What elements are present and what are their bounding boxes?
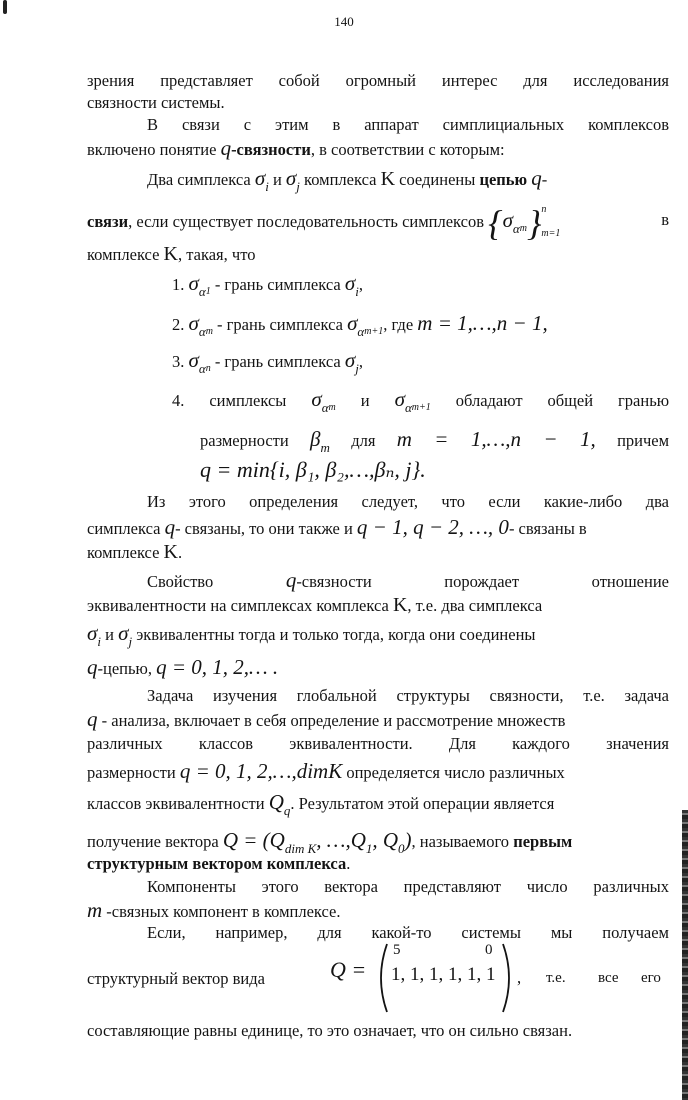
item-4-line2: размерности $\beta_m$ для m = 1,…,n − 1, причем (200, 427, 670, 455)
definition-line3: комплексе K, такая, что (87, 243, 256, 265)
item-4-line1: 4. симплексы $\sigma_{\alpha m}$ и $\sigma_{\alpha m+1}$ обладают общей гранью (172, 387, 670, 415)
item-1: 1. $\sigma_{\alpha 1}$ - грань симплекса $\sigma_i$, (172, 271, 363, 299)
para4-line4: q-цепью, q = 0, 1, 2,… . (87, 655, 279, 679)
para5-line3: различных классов эквивалентности. Для каждого значения (87, 734, 669, 753)
para3-line3: комплексе K. (87, 541, 183, 563)
para1-line2: связности системы. (87, 93, 225, 112)
para7-line2-ie: т.е. (546, 970, 566, 986)
para2-line2: включено понятие q-связности, в соответствии с которым: (87, 136, 505, 160)
definition-line1: Два симплекса $\sigma_i$ и $\sigma_j$ комплекса K соединены цепью q- (147, 166, 548, 194)
para2-line1: В связи с этим в аппарат симплициальных комплексов (147, 115, 669, 134)
para4-line3: $\sigma_i$ и $\sigma_j$ эквивалентны тогда и только тогда, когда они соединены (87, 621, 536, 649)
matrix-top-left: 5 (393, 942, 401, 958)
structural-vector-matrix (375, 940, 515, 1016)
matrix-row: 1, 1, 1, 1, 1, 1 (391, 964, 496, 985)
item-3: 3. $\sigma_{\alpha n}$ - грань симплекса $\sigma_j$, (172, 348, 363, 376)
para5-line2: q - анализа, включает в себя определение и рассмотрение множеств (87, 707, 566, 731)
para7-line2-label: структурный вектор вида (87, 969, 265, 988)
para5-line6: получение вектора $Q = (Q_{dim K}$, $\dots,Q_1$, $Q_0$), называемого первым (87, 828, 573, 856)
para5-line7: структурным вектором комплекса. (87, 854, 351, 873)
para5-line1: Задача изучения глобальной структуры связности, т.е. задача (147, 686, 669, 705)
para6-line1: Компоненты этого вектора представляют число различных (147, 877, 669, 896)
definition-line2: связи, если существует последовательность симплексов $\{\sigma_{\alpha m}\}$ n m=1 в (87, 203, 669, 243)
para5-line4: размерности q = 0, 1, 2,…,dimK определяется число различных (87, 759, 565, 783)
para6-line2: m -связных компонент в комплексе. (87, 898, 341, 922)
scan-edge (682, 810, 688, 1100)
structural-vector-q: Q = (330, 957, 367, 982)
page-number: 140 (334, 14, 354, 29)
para7-line1: Если, например, для какой-то системы мы получаем (147, 923, 669, 942)
item-4-formula: q = min{i, β₁, β₂,…,βₙ, j}. (200, 457, 426, 482)
para1-line1: зрения представляет собой огромный интерес для исследования (87, 71, 669, 90)
matrix-top-right: 0 (485, 942, 493, 958)
para7-line2-its: его (641, 970, 661, 986)
para7-line2-all: все (598, 970, 619, 986)
para5-line5: классов эквивалентности $Q_q$. Результатом этой операции является (87, 790, 555, 818)
para4-line1: Свойство q-связности порождает отношение (147, 568, 669, 592)
para7-line3: составляющие равны единице, то это означает, что он сильно связан. (87, 1021, 573, 1040)
scan-mark (3, 0, 7, 14)
para7-line2-comma: , (517, 968, 522, 987)
item-2: 2. $\sigma_{\alpha m}$ - грань симплекса $\sigma_{\alpha m+1}$, где m = 1,…,n − 1, (172, 311, 548, 339)
para3-line2: симплекса q- связаны, то они также и q − 1, q − 2, …, 0- связаны в (87, 515, 587, 539)
para4-line2: эквивалентности на симплексах комплекса K, т.е. два симплекса (87, 594, 543, 616)
para3-line1: Из этого определения следует, что если какие-либо два (147, 492, 669, 511)
